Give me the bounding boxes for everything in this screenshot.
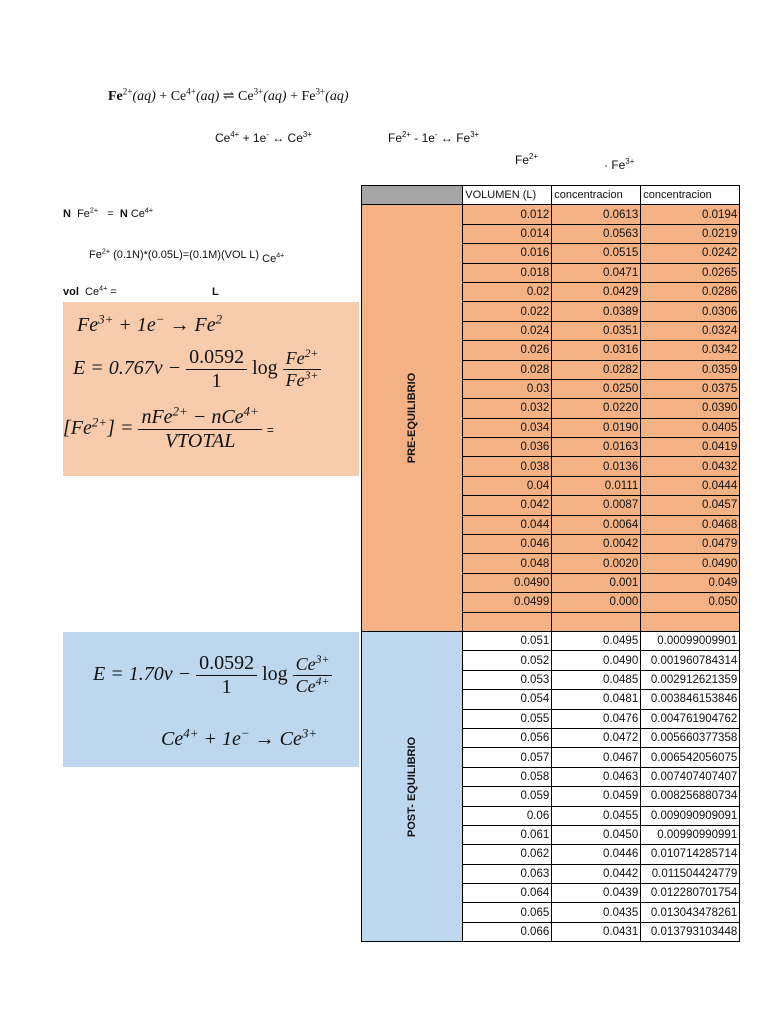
table-row [362,631,740,650]
table-cell: 0.048 [463,554,552,573]
table-cell: 0.016 [463,244,552,263]
table-cell: 0.0490 [463,573,552,592]
table-cell: 0.04 [463,476,552,495]
table-cell: 0.013043478261 [641,903,740,922]
fe2-concentration-formula: $[Fe^{2+}]$ = $\frac{nFe^{2+} - nCe^{4+}}{\text{VTOTAL}}$ = [63,403,274,452]
post-equilibrium-formulas [63,632,359,767]
table-cell: 0.0481 [552,690,641,709]
table-cell: 0.009090909091 [641,806,740,825]
table-cell: 0.022 [463,302,552,321]
table-cell: 0.0342 [641,341,740,360]
table-cell: 0.0242 [641,244,740,263]
table-cell: 0.000 [552,593,641,612]
table-cell: 0.008256880734 [641,787,740,806]
table-cell: 0.0111 [552,476,641,495]
post-section-label [362,631,463,941]
table-cell: 0.0306 [641,302,740,321]
table-cell: 0.002912621359 [641,670,740,689]
table-cell: 0.0250 [552,379,641,398]
nernst-equation-fe: E = 0.767v − $\frac{0.0592}{1}$ log $\frac{Fe^{2+}}{Fe^{3+}}$ [73,346,321,393]
table-cell: 0.03 [463,379,552,398]
table-cell: 0.06 [463,806,552,825]
table-cell: 0.054 [463,690,552,709]
table-cell: 0.0613 [552,205,641,224]
table-cell: 0.050 [641,593,740,612]
table-header-cell: concentracion [552,186,641,205]
table-cell [463,612,552,631]
table-cell: 0.0431 [552,922,641,941]
table-cell: 0.065 [463,903,552,922]
table-cell: 0.018 [463,263,552,282]
table-cell: 0.0020 [552,554,641,573]
table-cell: 0.012280701754 [641,884,740,903]
overall-reaction: $Fe^{2+}(aq) + Ce^{4+}(aq)$ ⇌ $Ce^{3+}(aq) + Fe^{3+}(aq)$ [108,86,349,104]
table-cell: 0.00990990991 [641,825,740,844]
table-cell: 0.0446 [552,845,641,864]
table-cell: 0.0265 [641,263,740,282]
volume-ce-result: vol $Ce^{4+}$ = L [63,284,219,298]
table-cell: 0.024 [463,321,552,340]
table-cell: 0.049 [641,573,740,592]
table-cell: 0.007407407407 [641,767,740,786]
table-cell: 0.010714285714 [641,845,740,864]
table-cell: 0.0450 [552,825,641,844]
table-cell: 0.034 [463,418,552,437]
table-cell: 0.0490 [641,554,740,573]
table-cell: 0.036 [463,438,552,457]
table-cell: 0.0457 [641,496,740,515]
table-cell: 0.0419 [641,438,740,457]
table-cell: 0.066 [463,922,552,941]
table-cell: 0.064 [463,884,552,903]
table-cell: 0.0194 [641,205,740,224]
table-header-cell: concentracion [641,186,740,205]
table-row [362,205,740,224]
section-label-text: PRE-EQUILIBRIO [406,372,419,464]
table-cell: 0.052 [463,651,552,670]
table-cell: 0.0286 [641,282,740,301]
table-cell: 0.0435 [552,903,641,922]
table-cell: 0.0042 [552,535,641,554]
table-cell: 0.02 [463,282,552,301]
table-cell: 0.0324 [641,321,740,340]
fe-half-reaction: $Fe^{3+} + 1e^- \to Fe^2$ [77,311,223,336]
table-cell: 0.012 [463,205,552,224]
table-cell [641,612,740,631]
table-cell: 0.044 [463,515,552,534]
table-cell: 0.0432 [641,457,740,476]
table-cell: 0.0485 [552,670,641,689]
table-cell: 0.006542056075 [641,748,740,767]
table-cell: 0.0490 [552,651,641,670]
table-cell: 0.0389 [552,302,641,321]
table-cell: 0.0472 [552,728,641,747]
table-cell: 0.051 [463,631,552,650]
iron-half-reaction: $Fe^{2+} - 1e^-$ ↔ $Fe^{3+}$ [388,130,480,145]
table-cell: 0.011504424779 [641,864,740,883]
table-cell: 0.0390 [641,399,740,418]
table-cell: 0.0515 [552,244,641,263]
table-cell: 0.062 [463,845,552,864]
section-label-text: POST- EQUILIBRIO [406,736,419,837]
table-cell: 0.053 [463,670,552,689]
table-cell: 0.038 [463,457,552,476]
table-cell: 0.005660377358 [641,728,740,747]
table-cell: 0.0471 [552,263,641,282]
table-cell: 0.057 [463,748,552,767]
nernst-equation-ce: E = 1.70v − $\frac{0.0592}{1}$ log $\frac{Ce^{3+}}{Ce^{4+}}$ [93,652,332,699]
table-cell: 0.056 [463,728,552,747]
table-cell: 0.0455 [552,806,641,825]
table-cell: 0.0351 [552,321,641,340]
table-cell: 0.001 [552,573,641,592]
table-cell: 0.0405 [641,418,740,437]
table-cell: 0.0495 [552,631,641,650]
table-cell: 0.0499 [463,593,552,612]
ce-half-reaction: $Ce^{4+} + 1e^- \to Ce^{3+}$ [161,725,318,750]
table-cell: 0.0439 [552,884,641,903]
table-cell: 0.0442 [552,864,641,883]
pre-equilibrium-formulas [63,302,359,476]
table-cell: 0.063 [463,864,552,883]
table-cell: 0.042 [463,496,552,515]
table-cell: 0.00099009901 [641,631,740,650]
table-cell: 0.0220 [552,399,641,418]
table-cell: 0.0359 [641,360,740,379]
table-cell: 0.0087 [552,496,641,515]
fe3-column-label: · $Fe^{3+}$ [604,157,635,172]
table-header-cell [362,186,463,205]
table-cell: 0.0467 [552,748,641,767]
normality-equation: N $Fe^{2+}$ = N $Ce^{4+}$ [63,206,154,220]
table-cell: 0.0219 [641,224,740,243]
table-cell: 0.0479 [641,535,740,554]
table-cell: 0.0064 [552,515,641,534]
table-cell: 0.0136 [552,457,641,476]
table-header-row [362,186,740,205]
table-header-cell: VOLUMEN (L) [463,186,552,205]
table-cell: 0.046 [463,535,552,554]
table-cell: 0.004761904762 [641,709,740,728]
table-cell: 0.028 [463,360,552,379]
fe2-column-label: $Fe^{2+}$ [515,152,538,167]
table-cell: 0.055 [463,709,552,728]
table-cell: 0.013793103448 [641,922,740,941]
cerium-half-reaction: $Ce^{4+} + 1e^-$ ↔ $Ce^{3+}$ [215,130,312,145]
table-cell: 0.0563 [552,224,641,243]
titration-data-table [361,185,740,942]
table-cell: 0.032 [463,399,552,418]
table-cell: 0.058 [463,767,552,786]
table-cell: 0.0463 [552,767,641,786]
table-cell: 0.0476 [552,709,641,728]
table-cell: 0.0429 [552,282,641,301]
table-cell: 0.014 [463,224,552,243]
table-cell: 0.061 [463,825,552,844]
table-cell: 0.0375 [641,379,740,398]
table-cell: 0.0444 [641,476,740,495]
table-cell: 0.0282 [552,360,641,379]
table-cell: 0.003846153846 [641,690,740,709]
table-cell: 0.026 [463,341,552,360]
table-cell [552,612,641,631]
table-cell: 0.0190 [552,418,641,437]
pre-section-label [362,205,463,632]
table-cell: 0.0468 [641,515,740,534]
table-cell: 0.0163 [552,438,641,457]
table-cell: 0.059 [463,787,552,806]
table-cell: 0.0316 [552,341,641,360]
table-cell: 0.0459 [552,787,641,806]
table-cell: 0.001960784314 [641,651,740,670]
volume-calculation: $Fe^{2+}$ (0.1N)*(0.05L)=(0.1M)(VOL L) $Ce^{4+}$ [89,247,285,265]
